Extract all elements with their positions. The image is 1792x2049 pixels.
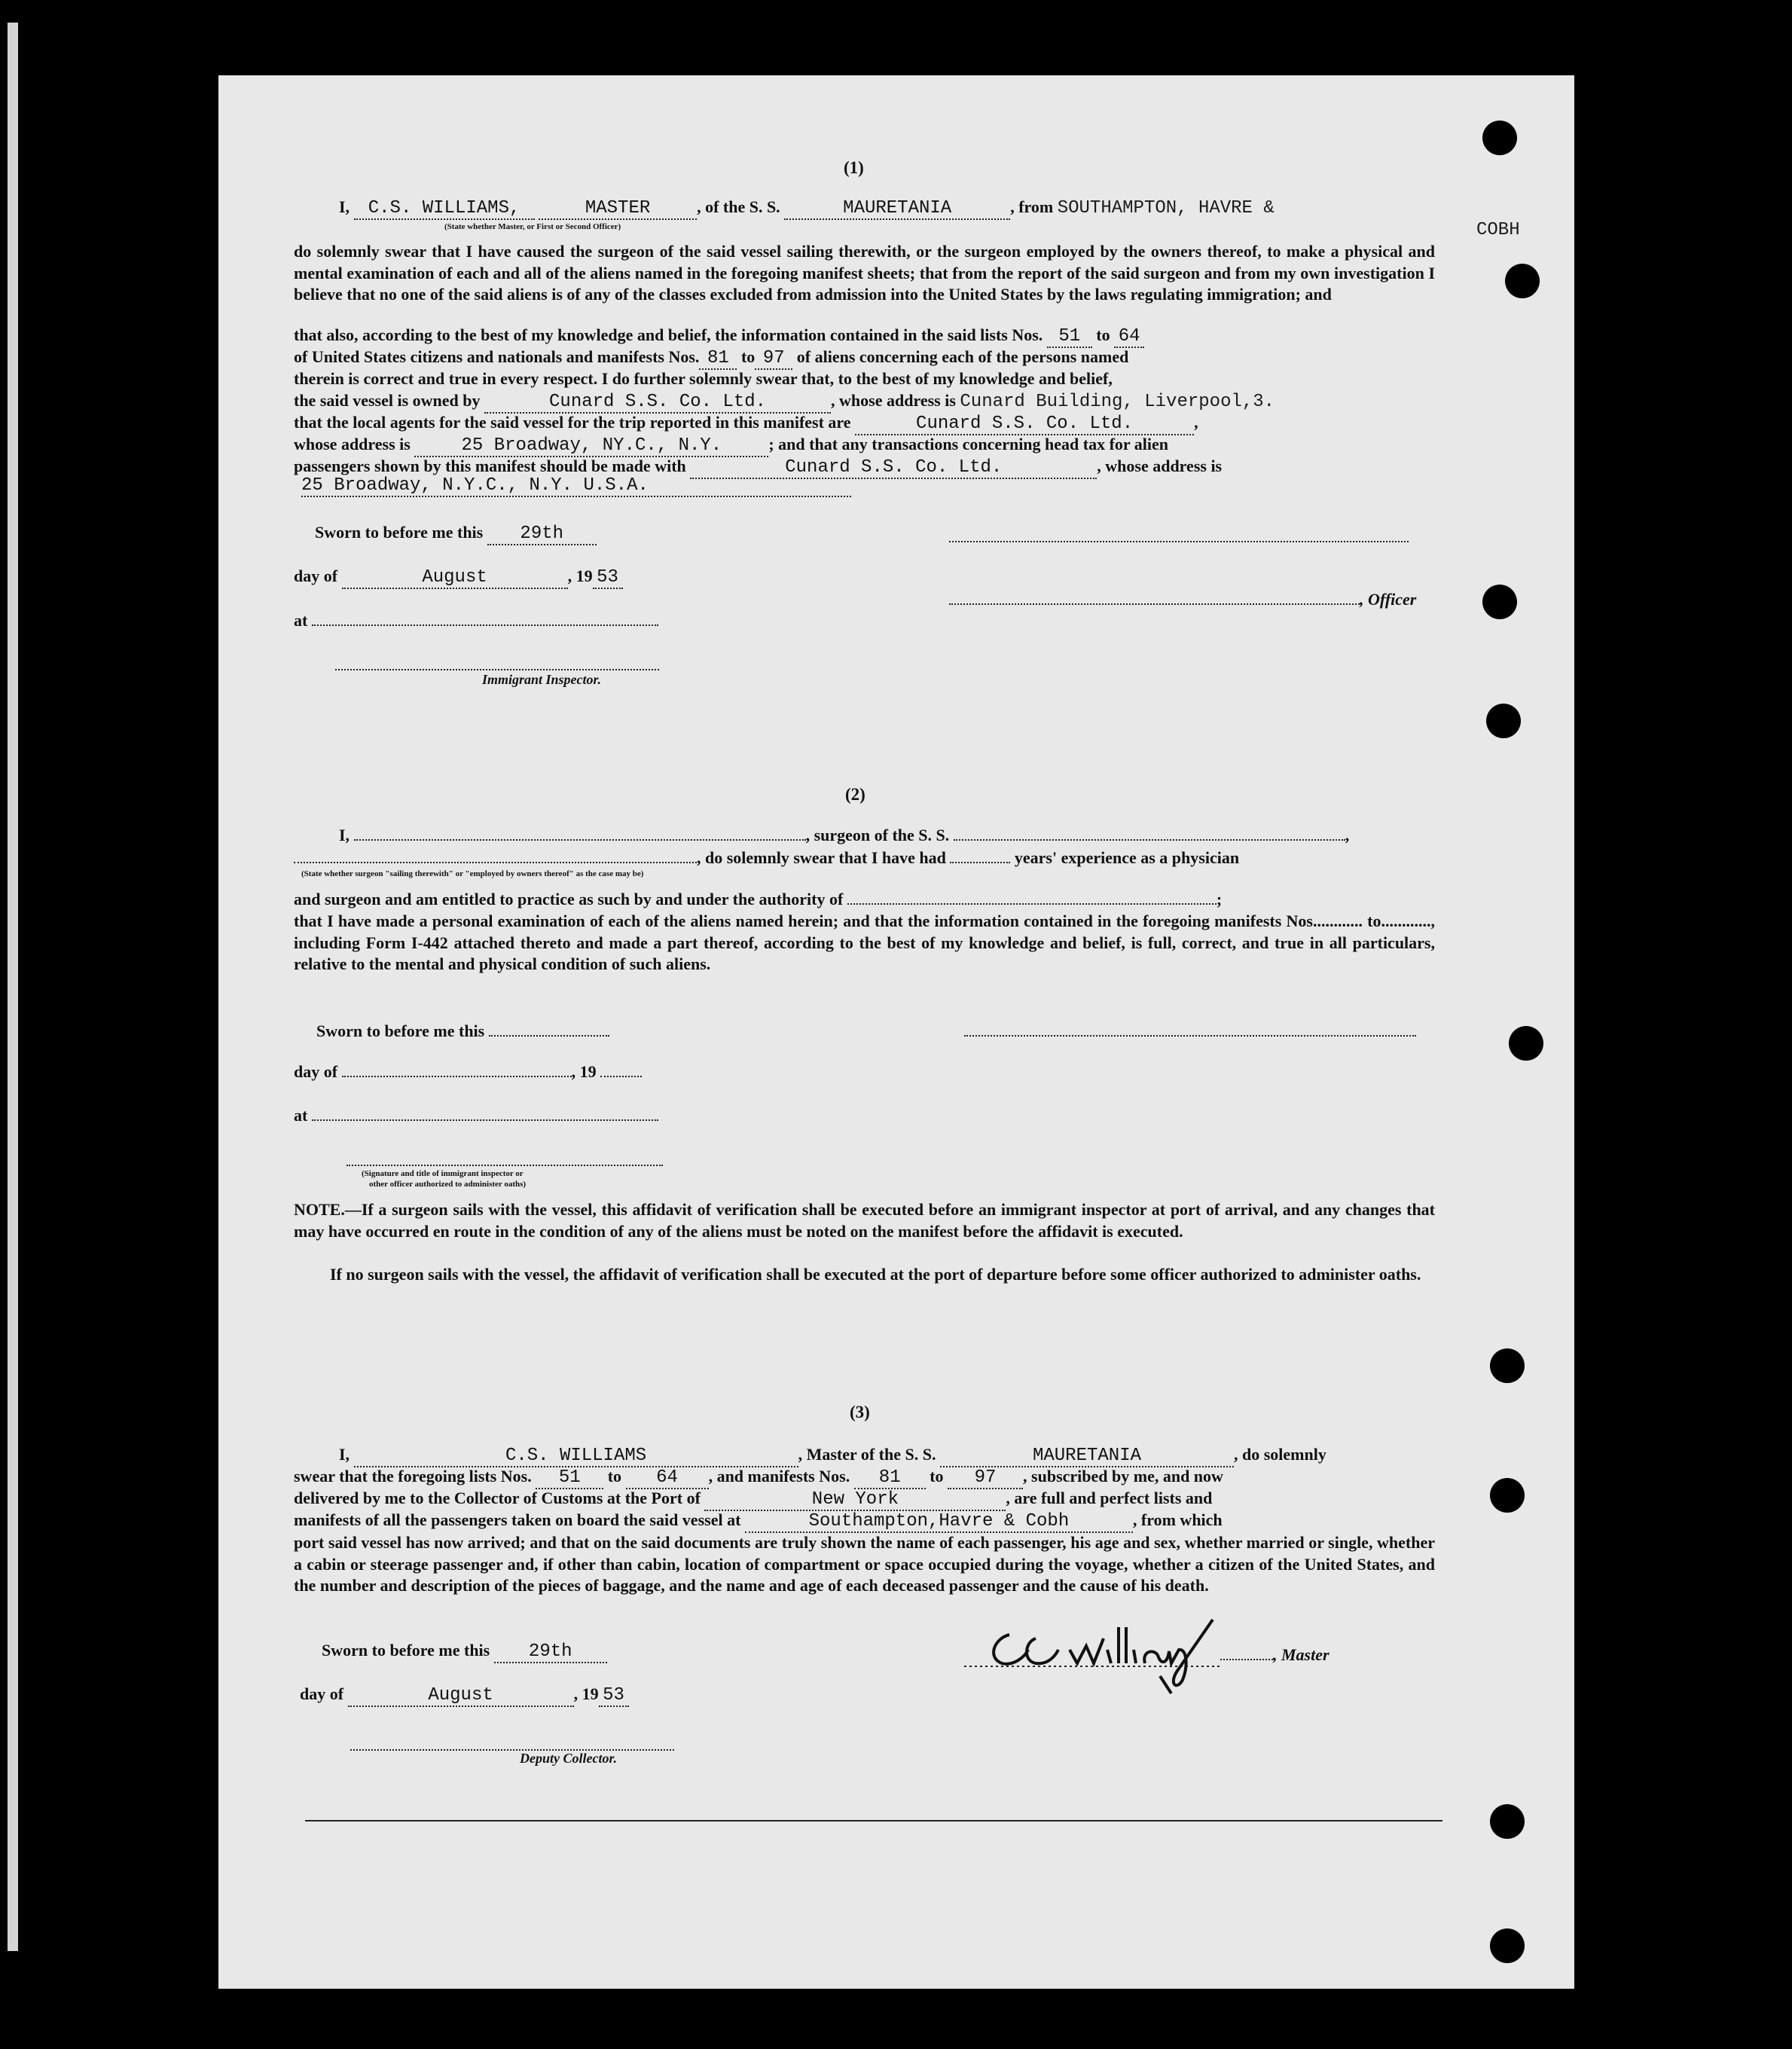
punch-hole [1486, 704, 1521, 738]
head-tax-agent-field: Cunard S.S. Co. Ltd. [690, 458, 1097, 479]
rank-field: MASTER [539, 199, 697, 220]
punch-hole [1509, 1026, 1543, 1061]
agents-field: Cunard S.S. Co. Ltd. [855, 414, 1194, 435]
punch-hole [1490, 1478, 1525, 1513]
punch-hole [1490, 1928, 1525, 1963]
note-paragraph-2: If no surgeon sails with the vessel, the affidavit of verification shall be executed at the port of departure before some officer authorized to administer oaths. [330, 1265, 1421, 1284]
punch-hole [1482, 121, 1517, 155]
section-1-sworn-line: Sworn to before me this 29th [315, 523, 597, 545]
i-label: I, [339, 197, 350, 216]
from-label: , from [1010, 197, 1054, 216]
lists-to-field: 64 [1114, 327, 1144, 348]
section-2-signature-line [964, 1021, 1416, 1041]
agents-line: that the local agents for the said vessel for the trip reported in this manifest are Cunard S.S. Co. Ltd. , [294, 413, 1198, 434]
manifests-to-field: 97 [755, 349, 792, 370]
section-2-officer-line [346, 1151, 663, 1171]
adjacent-page-edge [8, 23, 18, 1951]
section-3-sworn-line: Sworn to before me this 29th [322, 1641, 607, 1663]
section-3-date-line: day of August , 19 53 [300, 1684, 629, 1707]
section-3-arrival-port: New York [704, 1490, 1006, 1511]
rank-note: (State whether Master, or First or Second Officer) [444, 222, 621, 231]
authority-line: and surgeon and am entitled to practice as such by and under the authority of ; [294, 890, 1223, 908]
master-name-field: C.S. WILLIAMS, [354, 199, 535, 220]
head-tax-line: passengers shown by this manifest should be made with Cunard S.S. Co. Ltd. , whose address is [294, 457, 1223, 478]
immigrant-inspector-label: Immigrant Inspector. [482, 672, 602, 687]
departure-port: SOUTHAMPTON, HAVRE & [1057, 198, 1275, 218]
section-3-sworn-month: August [348, 1686, 574, 1707]
agents-address-field: 25 Broadway, NY.C., N.Y. [414, 436, 768, 457]
punch-hole [1482, 585, 1517, 619]
oath-paragraph: do solemnly swear that I have caused the surgeon of the said vessel sailing therewith, or the surgeon employed by the owners thereof, to make a physical and mental examination of each and all of the aliens named in the foregoing manifest sheets; that from the report of the said surgeon and from my own investigation I believe that no one of the said aliens is of any of the classes excluded from admission into the United States by the laws regulating immigration; and [294, 242, 1435, 304]
affidavit-page [218, 75, 1574, 1989]
signature-note-1: (Signature and title of immigrant inspector or [362, 1169, 524, 1178]
section-1-at-line: at [294, 611, 658, 631]
section-3-sworn-day: 29th [494, 1642, 607, 1663]
sworn-month-field: August [342, 568, 568, 589]
section-3-lists-from: 51 [536, 1468, 603, 1489]
surgeon-note: (State whether surgeon "sailing therewith" or "employed by owners thereof" as the case may be) [301, 869, 644, 878]
agents-address-line: whose address is 25 Broadway, NY.C., N.Y. ; and that any transactions concerning head tax for alien [294, 435, 1169, 456]
lists-line: that also, according to the best of my knowledge and belief, the information contained in the said lists Nos. 51 to 64 [294, 325, 1144, 348]
section-3-master-line: I, C.S. WILLIAMS , Master of the S. S. MAURETANIA , do solemnly [339, 1445, 1326, 1466]
section-3-taken-line: manifests of all the passengers taken on board the said vessel at Southampton,Havre & Cobh , from which [294, 1510, 1223, 1531]
note-paragraph: NOTE.—If a surgeon sails with the vessel, this affidavit of verification shall be executed before an immigrant inspector at port of arrival, and any changes that may have occurred en route in the condition of any of the aliens must be noted on the manifest before the affidavit is executed. [294, 1200, 1435, 1241]
punch-hole [1490, 1348, 1525, 1383]
vessel-field: MAURETANIA [784, 199, 1010, 220]
section-3-departure-ports: Southampton,Havre & Cobh [745, 1512, 1133, 1533]
section-3-port-line: delivered by me to the Collector of Customs at the Port of New York , are full and perfect lists and [294, 1489, 1213, 1510]
section-2-number: (2) [845, 785, 865, 804]
section-3-sworn-year: 53 [599, 1686, 629, 1707]
section-3-paragraph: port said vessel has now arrived; and that on the said documents are truly shown the name of each passenger, his age and sex, whether married or single, whether a cabin or steerage passenger and, if other than cabin, location of compartment or space occupied during the voyage, whether a citizen of the United States, and the number and description of the pieces of baggage, and the name and age of each deceased passenger and the cause of his death. [294, 1533, 1435, 1595]
signature-note-2: other officer authorized to administer oaths) [369, 1180, 527, 1189]
section-3-lists-line: swear that the foregoing lists Nos. 51 to 64 , and manifests Nos. 81 to 97 , subscribed by me, and now [294, 1467, 1223, 1488]
owner-field: Cunard S.S. Co. Ltd. [484, 392, 831, 414]
correct-line: therein is correct and true in every respect. I do further solemnly swear that, to the best of my knowledge and belief, [294, 369, 1113, 388]
officer-line: , Officer [949, 590, 1416, 609]
lists-from-field: 51 [1047, 327, 1092, 348]
section-3-number: (3) [850, 1403, 870, 1421]
owner-line: the said vessel is owned by Cunard S.S. Co. Ltd. , whose address is Cunard Building, Liverpool,3. [294, 391, 1275, 412]
section-1-number: (1) [844, 158, 864, 177]
section-3-manifests-from: 81 [854, 1468, 926, 1489]
sworn-day-field: 29th [487, 524, 597, 545]
of-ss-label: , of the S. S. [697, 197, 780, 216]
sworn-year-field: 53 [593, 568, 623, 589]
collector-signature-line [350, 1736, 674, 1755]
section-1-officer-signature-line [949, 527, 1409, 547]
manifests-from-field: 81 [699, 349, 737, 370]
surgeon-paragraph: that I have made a personal examination of each of the aliens named herein; and that the information contained in the foregoing manifests Nos............ to............, including Form I-442 attached thereto and made a part thereof, according to the best of my knowledge and belief, is full, correct, and true in all particulars, relative to the mental and physical condition of such aliens. [294, 912, 1435, 973]
section-3-manifests-to: 97 [948, 1468, 1023, 1489]
head-tax-address-line [301, 475, 851, 497]
section-2-sworn-line: Sworn to before me this [316, 1021, 609, 1041]
departure-port-continued: COBH [1476, 220, 1520, 240]
section-3-vessel: MAURETANIA [940, 1446, 1234, 1467]
section-2-date-line: day of , 19 [294, 1062, 642, 1082]
punch-hole [1505, 264, 1540, 298]
head-tax-address-field: 25 Broadway, N.Y.C., N.Y. U.S.A. [301, 476, 851, 497]
section-1-date-line: day of August , 19 53 [294, 566, 623, 589]
surgeon-line: I, , surgeon of the S. S. , [339, 826, 1350, 844]
owner-address: Cunard Building, Liverpool,3. [960, 392, 1275, 412]
section-2-at-line: at [294, 1106, 658, 1125]
manifests-line: of United States citizens and nationals and manifests Nos. 81 to 97 of aliens concerning each of the persons named [294, 347, 1129, 368]
bottom-rule [305, 1820, 1442, 1822]
section-3-lists-to: 64 [626, 1468, 709, 1489]
experience-line: , do solemnly swear that I have had years' experience as a physician [294, 848, 1239, 868]
punch-hole [1490, 1804, 1525, 1839]
master-signature-line: , Master [1220, 1645, 1329, 1665]
section-3-master-name: C.S. WILLIAMS [354, 1446, 798, 1467]
section-1-oath-line [339, 197, 1275, 220]
deputy-collector-label: Deputy Collector. [520, 1751, 617, 1766]
